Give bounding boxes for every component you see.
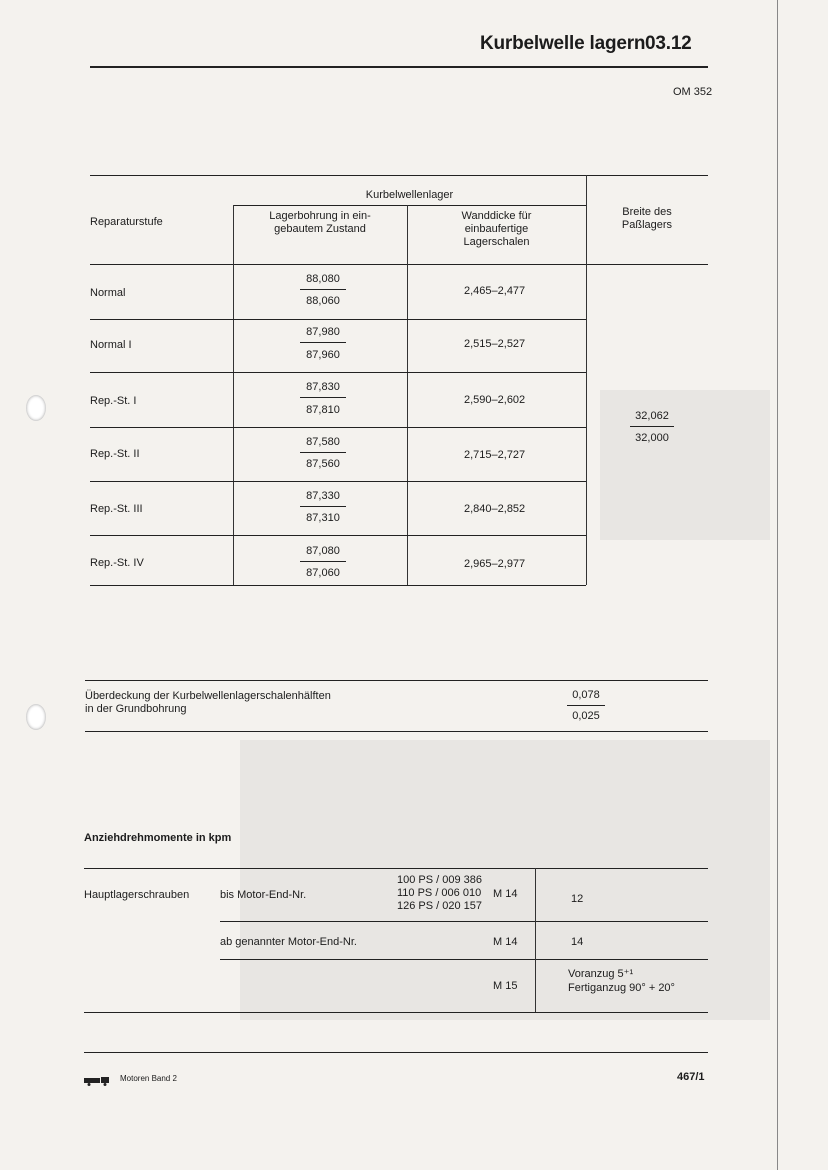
bore-min: 87,810: [306, 404, 340, 416]
bore-max: 87,830: [300, 381, 346, 398]
col-divider-1: [233, 205, 234, 585]
punch-hole-bottom: [26, 704, 46, 730]
torque-row1-value: 12: [571, 893, 584, 905]
show-through-text: [600, 390, 770, 540]
row-rule: [90, 481, 586, 482]
torque-row1-engines: 100 PS / 009 386 110 PS / 006 010 126 PS / 020 157: [397, 874, 483, 912]
section-number: 03.12: [645, 33, 692, 54]
table-bottom-rule: [90, 585, 586, 586]
table-top-rule: [90, 175, 708, 176]
torque-col-divider: [535, 868, 536, 1012]
torque-bottom-rule: [84, 1012, 708, 1013]
stage-label: Rep.-St. I: [90, 395, 137, 407]
torque-row3-value-b: Fertiganzug 90° + 20°: [568, 982, 675, 994]
bore-min: 87,060: [306, 567, 340, 579]
stage-label: Rep.-St. II: [90, 448, 140, 460]
stage-label: Rep.-St. III: [90, 503, 143, 515]
wall-thickness: 2,965–2,977: [464, 558, 526, 570]
torque-row3-value-a: Voranzug 5⁺¹: [568, 968, 634, 980]
bore-max: 87,580: [300, 436, 346, 453]
header-bore: Lagerbohrung in ein- gebautem Zustand: [269, 210, 371, 235]
row-rule: [90, 372, 586, 373]
overlap-min: 0,025: [572, 710, 600, 722]
table-header-bottom-rule: [90, 264, 708, 265]
bore-max: 87,980: [300, 326, 346, 343]
header-wall: Wanddicke für einbaufertige Lagerschalen: [461, 210, 532, 248]
torque-row-rule: [220, 921, 708, 922]
header-width: Breite des Paßlagers: [621, 206, 673, 231]
bore-max: 87,330: [300, 490, 346, 507]
row-rule: [90, 427, 586, 428]
show-through-photo: [240, 740, 770, 1020]
wall-thickness: 2,715–2,727: [464, 449, 526, 461]
footer-page-number: 467/1: [677, 1071, 705, 1083]
torque-row-rule: [220, 959, 708, 960]
torque-heading: Anziehdrehmomente in kpm: [84, 832, 232, 844]
torque-row2-value: 14: [571, 936, 584, 948]
truck-logo-icon: [84, 1073, 114, 1091]
engine-model: OM 352: [673, 86, 713, 98]
bore-min: 87,310: [306, 512, 340, 524]
punch-hole-top: [26, 395, 46, 421]
binding-edge: [777, 0, 778, 1170]
overlap-max: 0,078: [567, 689, 605, 706]
torque-row3-thread: M 15: [493, 980, 518, 992]
width-max: 32,062: [630, 410, 674, 427]
wall-thickness: 2,465–2,477: [464, 285, 526, 297]
wall-thickness: 2,515–2,527: [464, 338, 526, 350]
overlap-top-rule: [85, 680, 708, 681]
group-header: Kurbelwellenlager: [365, 189, 454, 201]
page-title: Kurbelwelle lagern: [480, 33, 646, 54]
bore-min: 88,060: [306, 295, 340, 307]
torque-top-rule: [84, 868, 708, 869]
torque-row1-condition: bis Motor-End-Nr.: [220, 889, 307, 901]
stage-label: Rep.-St. IV: [90, 557, 144, 569]
header-stage: Reparaturstufe: [90, 216, 163, 228]
group-header-rule: [233, 205, 586, 206]
bore-min: 87,560: [306, 458, 340, 470]
footer-rule: [84, 1052, 708, 1053]
width-min: 32,000: [635, 432, 669, 444]
col-divider-2: [407, 205, 408, 585]
header-rule: [90, 66, 708, 68]
torque-row2-thread: M 14: [493, 936, 518, 948]
col-divider-3: [586, 175, 587, 585]
stage-label: Normal: [90, 287, 126, 299]
wall-thickness: 2,590–2,602: [464, 394, 526, 406]
wall-thickness: 2,840–2,852: [464, 503, 526, 515]
torque-row1-thread: M 14: [493, 888, 518, 900]
bore-min: 87,960: [306, 349, 340, 361]
overlap-label: Überdeckung der Kurbelwellenlagerschalenhälften in der Grundbohrung: [85, 690, 331, 715]
stage-label: Normal I: [90, 339, 132, 351]
bore-max: 88,080: [300, 273, 346, 290]
row-rule: [90, 535, 586, 536]
footer-book: Motoren Band 2: [120, 1074, 177, 1083]
bore-max: 87,080: [300, 545, 346, 562]
row-rule: [90, 319, 586, 320]
torque-row2-condition: ab genannter Motor-End-Nr.: [220, 936, 357, 948]
overlap-bottom-rule: [85, 731, 708, 732]
torque-item: Hauptlagerschrauben: [84, 889, 190, 901]
